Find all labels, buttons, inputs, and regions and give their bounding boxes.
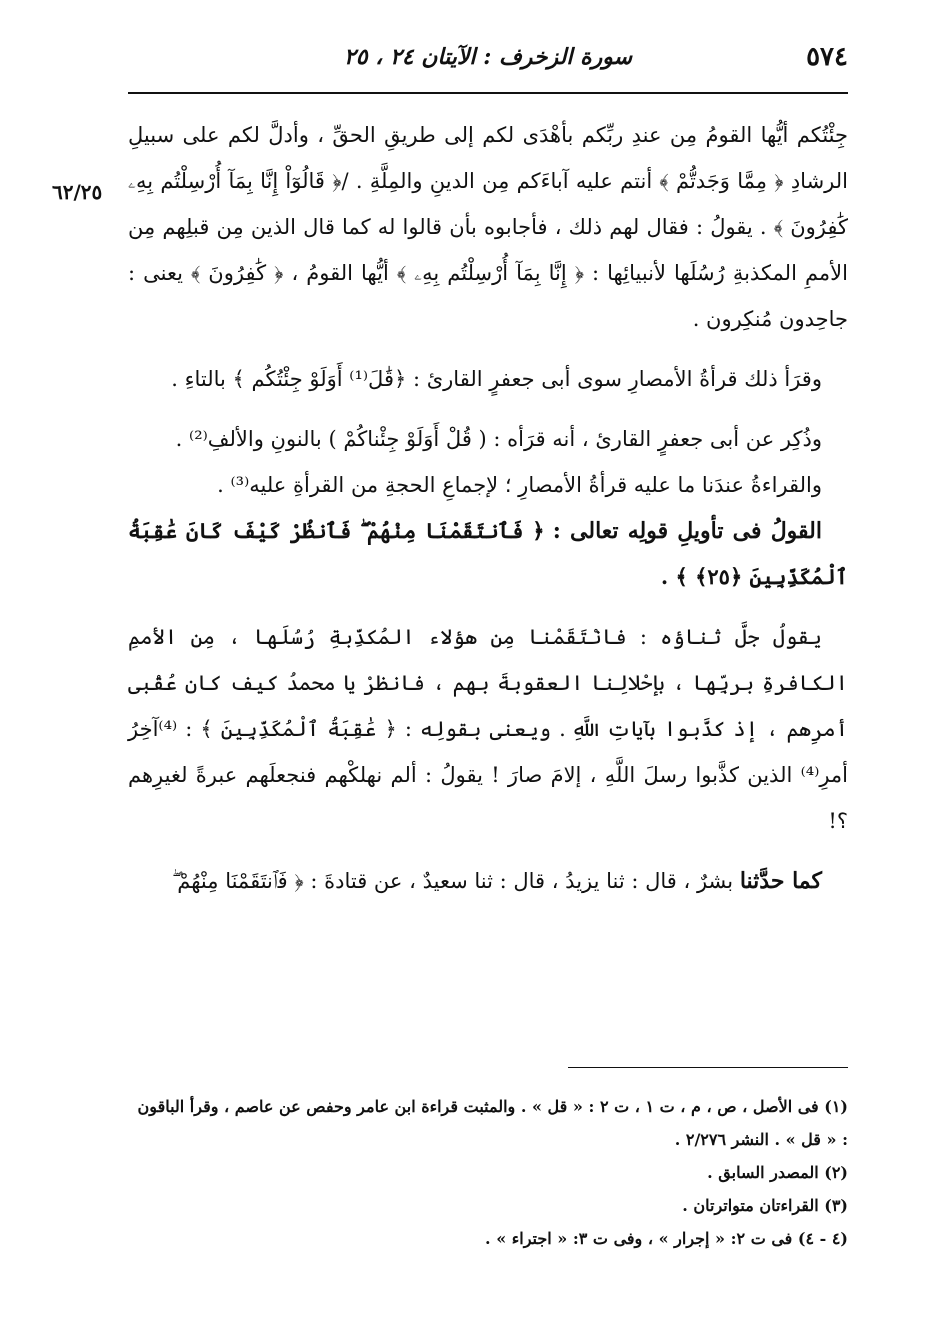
- footnote-2: (٢) المصدر السابق .: [707, 1163, 848, 1182]
- verse-text: ﴿ فَٱنتَقَمْنَا مِنْهُمْ ۖ فَٱنظُرْ كَيْفَ كَانَ عَٰقِبَةُ ٱلْمُكَذِّبِينَ ﴿٢٥﴾ ﴾ .: [128, 518, 848, 589]
- main-text: [128, 112, 848, 904]
- footnote-rule: [568, 1067, 848, 1068]
- footnote-1: (١) فى الأصل ، ص ، م ، ت ١ ، ت ٢ : « قل » . والمثبت قراءة ابن عامر وحفص عن عاصم ، وقرأ الباقون : « قل » . النشر ٢/٢٧٦ .: [137, 1097, 848, 1149]
- page-number: ٥٧٤: [806, 42, 848, 72]
- footnote-3: (٣) القراءتان متواترتان .: [682, 1196, 848, 1215]
- running-title: سورة الزخرف : الآيتان ٢٤ ، ٢٥: [343, 44, 633, 70]
- footnote-4: (٤ - ٤) فى ت ٢: « إجرار » ، وفى ت ٣: « اجتراء » .: [485, 1229, 848, 1248]
- paragraph-5: [128, 508, 848, 600]
- page-header: [128, 38, 848, 78]
- header-rule: [128, 92, 848, 94]
- footnotes: [128, 1090, 848, 1255]
- hadith-lead: كما حدَّثنا: [739, 868, 822, 894]
- paragraph-3: وذُكِر عن أبى جعفرٍ القارئ ، أنه قرَأه : ( قُلْ أَوَلَوْ جِئْناكُمْ ) بالنونِ والألفِ⁽²⁾ .: [175, 427, 822, 451]
- paragraph-6: يقولُ جلَّ ثناؤه : فانْتَقَمْنا مِن هؤلاء المُكذِّبةِ رُسُلَها ، مِن الأممِ الكافرةِ بربِّها ، بإحْلالِنا العقوبةَ بهم ، فانظرْ يا محمدُ كيف كان عُقْبى أمرِهم ، إذ كذَّبوا بآياتِ اللَّهِ . ويعنى بقولِه : ﴿ عَٰقِبَةُ ٱلْمُكَذِّبِينَ ﴾ : ⁽⁴⁾آخِرُ أمرِ⁽⁴⁾ الذين كذَّبوا رسلَ اللَّهِ ، إلامَ صارَ ! يقولُ : ألم نهلكْهم فنجعلَهم عبرةً لغيرِهم ؟!: [128, 625, 849, 833]
- hadith-text: بشرٌ ، قال : ثنا يزيدُ ، قال : ثنا سعيدٌ ، عن قتادةَ : ﴿ فَٱنتَقَمْنَا مِنْهُمْ ۖ: [172, 869, 734, 893]
- margin-reference: ٦٢/٢٥: [52, 180, 103, 204]
- paragraph-2: وقرَأ ذلك قرأةُ الأمصارِ سوى أبى جعفرٍ القارئ : ﴿قَٰلَ⁽¹⁾ أَوَلَوْ جِئْتُكُم ﴾ بالتاءِ .: [171, 367, 822, 391]
- section-heading: القولُ فى تأويلِ قولِه تعالى :: [552, 518, 822, 544]
- paragraph-1: جِئْتُكم أيُّها القومُ مِن عندِ ربِّكم بأهْدَى لكم إلى طريقِ الحقِّ ، وأدلَّ لكم على سبيلِ الرشادِ ﴿ مِمَّا وَجَدتُّمْ ﴾ أنتم عليه آباءَكم مِن الدينِ والمِلَّةِ . /﴿ قَالُوٓاْ إِنَّا بِمَآ أُرْسِلْتُم بِهِۦ كَٰفِرُونَ ﴾ . يقولُ : فقال لهم ذلك ، فأجابوه بأن قالوا له كما قال الذين مِن قبلِهم مِن الأممِ المكذبةِ رُسُلَها لأنبيائِها : ﴿ إِنَّا بِمَآ أُرْسِلْتُم بِهِۦ ﴾ أيُّها القومُ ، ﴿ كَٰفِرُونَ ﴾ يعنى : جاحِدون مُنكِرون .: [128, 123, 848, 331]
- paragraph-7: [128, 858, 848, 904]
- paragraph-4: والقراءةُ عندَنا ما عليه قرأةُ الأمصارِ ؛ لإجماعِ الحجةِ من القرأةِ عليه⁽³⁾ .: [217, 473, 822, 497]
